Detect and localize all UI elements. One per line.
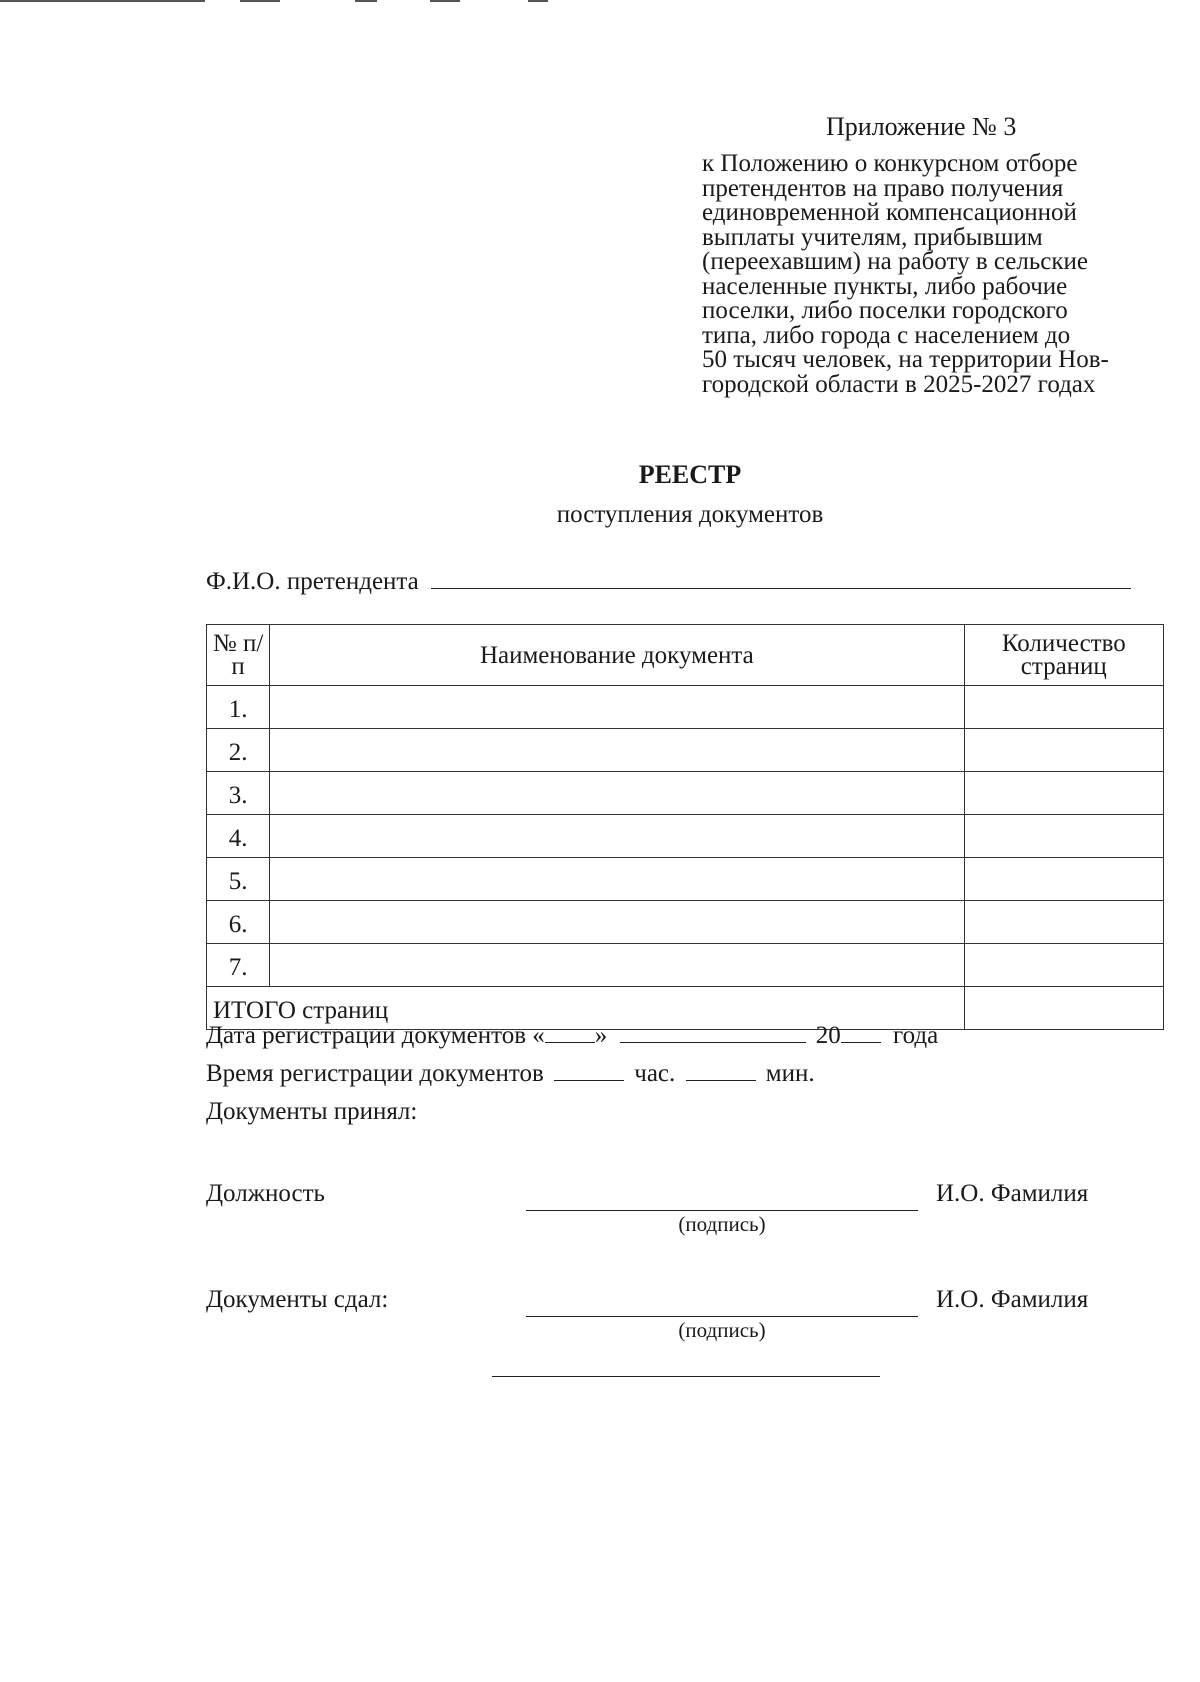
row-document-name-cell[interactable] bbox=[270, 901, 964, 944]
registration-minutes-label: мин. bbox=[765, 1060, 815, 1087]
row-page-count-cell[interactable] bbox=[964, 944, 1163, 987]
registration-hours-label: час. bbox=[634, 1060, 676, 1087]
row-number: 4. bbox=[207, 815, 270, 858]
row-document-name-cell[interactable] bbox=[270, 815, 964, 858]
header-page-count: Количество страниц bbox=[964, 625, 1163, 686]
accepted-label: Документы принял: bbox=[206, 1098, 418, 1125]
registration-hours-field[interactable] bbox=[554, 1060, 624, 1081]
submitted-signature-note: (подпись) bbox=[678, 1318, 766, 1342]
appendix-line: единовременной компенсационной bbox=[702, 199, 1077, 226]
table-row bbox=[207, 686, 1164, 729]
registration-time-label: Время регистрации документов bbox=[206, 1060, 544, 1087]
submitted-label: Документы сдал: bbox=[206, 1286, 389, 1313]
scan-edge-line bbox=[240, 0, 280, 2]
registration-century: 20 bbox=[815, 1022, 841, 1049]
table-row bbox=[207, 772, 1164, 815]
submitted-signature-line[interactable] bbox=[526, 1316, 918, 1317]
applicant-name-field[interactable] bbox=[431, 568, 1131, 589]
registration-year-suffix: года bbox=[893, 1022, 939, 1049]
table-row bbox=[207, 729, 1164, 772]
scan-edge-line bbox=[430, 0, 460, 2]
appendix-line: городской области в 2025-2027 годах bbox=[702, 370, 1096, 398]
row-document-name-cell[interactable] bbox=[270, 772, 964, 815]
appendix-line: выплаты учителям, прибывшим bbox=[702, 223, 1043, 251]
row-number: 2. bbox=[207, 729, 270, 772]
document-subtitle: поступления документов bbox=[556, 501, 824, 528]
appendix-body bbox=[702, 152, 1172, 397]
appendix-line: типа, либо города с населением до bbox=[702, 321, 1071, 349]
position-signer-name: И.О. Фамилия bbox=[936, 1180, 1089, 1207]
row-number: 1. bbox=[207, 686, 270, 729]
position-label: Должность bbox=[206, 1180, 325, 1207]
appendix-line: к Положению о конкурсном отборе bbox=[702, 150, 1078, 177]
appendix-line: населенные пункты, либо рабочие bbox=[702, 272, 1068, 300]
document-title: РЕЕСТР bbox=[638, 460, 742, 489]
total-page-count-cell[interactable] bbox=[964, 987, 1163, 1030]
header-number: № п/п bbox=[207, 625, 270, 686]
row-document-name-cell[interactable] bbox=[270, 729, 964, 772]
row-document-name-cell[interactable] bbox=[270, 686, 964, 729]
table-row bbox=[207, 858, 1164, 901]
row-number: 5. bbox=[207, 858, 270, 901]
applicant-row bbox=[206, 568, 1131, 596]
header-document-name: Наименование документа bbox=[270, 625, 964, 686]
row-page-count-cell[interactable] bbox=[964, 858, 1163, 901]
registration-day-field[interactable] bbox=[545, 1022, 595, 1043]
appendix-line: 50 тысяч человек, на территории Нов- bbox=[702, 346, 1109, 373]
scan-edge-line bbox=[355, 0, 377, 2]
table-row bbox=[207, 901, 1164, 944]
appendix-title: Приложение № 3 bbox=[826, 112, 1017, 141]
row-page-count-cell[interactable] bbox=[964, 815, 1163, 858]
row-number: 3. bbox=[207, 772, 270, 815]
scan-edge-line bbox=[0, 0, 205, 2]
table-header-row bbox=[207, 625, 1164, 686]
scan-edge-line bbox=[528, 0, 548, 2]
closing-divider bbox=[492, 1376, 880, 1377]
row-number: 6. bbox=[207, 901, 270, 944]
appendix-line: (переехавшим) на работу в сельские bbox=[702, 248, 1088, 275]
row-number: 7. bbox=[207, 944, 270, 987]
registration-minutes-field[interactable] bbox=[686, 1060, 756, 1081]
row-document-name-cell[interactable] bbox=[270, 944, 964, 987]
submitted-signer-name: И.О. Фамилия bbox=[936, 1286, 1089, 1313]
row-page-count-cell[interactable] bbox=[964, 686, 1163, 729]
applicant-label: Ф.И.О. претендента bbox=[206, 568, 419, 595]
row-page-count-cell[interactable] bbox=[964, 729, 1163, 772]
position-signature-line[interactable] bbox=[526, 1210, 918, 1211]
registration-date-label: Дата регистрации документов « bbox=[206, 1022, 545, 1049]
total-label: ИТОГО страниц bbox=[207, 987, 965, 1030]
registration-date-quote: » bbox=[594, 1022, 608, 1049]
documents-table bbox=[206, 624, 1164, 1030]
table-row bbox=[207, 944, 1164, 987]
registration-year-field[interactable] bbox=[841, 1022, 881, 1043]
registration-time-row bbox=[206, 1060, 815, 1088]
position-signature-note: (подпись) bbox=[678, 1212, 766, 1236]
row-page-count-cell[interactable] bbox=[964, 901, 1163, 944]
row-document-name-cell[interactable] bbox=[270, 858, 964, 901]
appendix-line: поселки, либо поселки городского bbox=[702, 297, 1068, 324]
registration-date-row bbox=[206, 1022, 938, 1050]
table-row bbox=[207, 815, 1164, 858]
appendix-line: претендентов на право получения bbox=[702, 174, 1064, 202]
row-page-count-cell[interactable] bbox=[964, 772, 1163, 815]
registration-month-field[interactable] bbox=[620, 1022, 806, 1043]
